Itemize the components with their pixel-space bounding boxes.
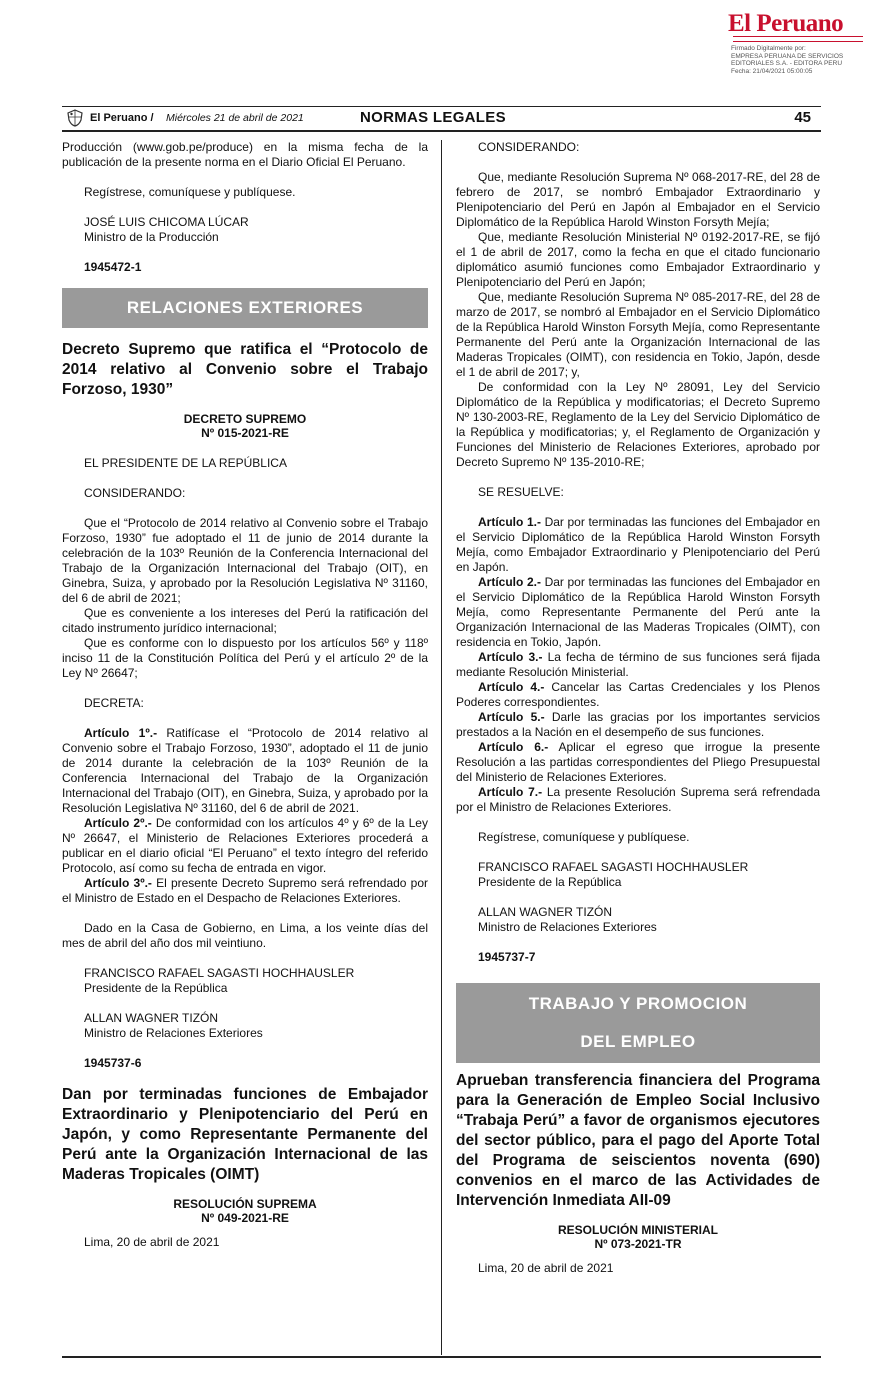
signer-name: ALLAN WAGNER TIZÓN <box>84 1011 219 1025</box>
signer-role: Ministro de Relaciones Exteriores <box>84 1026 263 1040</box>
article-label: Artículo 3º.- <box>84 876 152 890</box>
resolution-title: Dan por terminadas funciones de Embajador Extraordinario y Plenipotenciario del Perú en Japón, y como Representante Permanente del Perú ante la Organización Internacional de las Maderas Tropicales (OIMT) <box>62 1086 428 1183</box>
considerando-paragraph: Que el “Protocolo de 2014 relativo al Convenio sobre el Trabajo Forzoso, 1930” fue adoptado el 11 de junio de 2014 durante la celebración de la 103º Reunión de la Conferencia Internacional del Trabajo de la Organización Internacional del Trabajo (OIT), en Ginebra, Suiza, y aprobado por la Resolución Legislativa Nº 31160, del 6 de abril de 2021; <box>62 516 428 605</box>
digital-signature-note: Firmado Digitalmente por: EMPRESA PERUANA DE SERVICIOS EDITORIALES S.A. - EDITORA PERU Fecha: 21/04/2021 05:00:05 <box>731 45 844 75</box>
article-label: Artículo 3.- <box>478 650 543 664</box>
right-column <box>456 140 820 1276</box>
publication-code: 1945472-1 <box>84 260 142 274</box>
article-6 <box>456 740 820 785</box>
article-label: Artículo 2º.- <box>84 816 152 830</box>
page-number: 45 <box>794 109 811 126</box>
doc-number: Nº 015-2021-RE <box>201 426 289 440</box>
article-1 <box>62 726 428 816</box>
doc-number: Nº 049-2021-RE <box>201 1211 289 1225</box>
intro-paragraph: Producción (www.gob.pe/produce) en la misma fecha de la publicación de la presente norma en el Diario Oficial El Peruano. <box>62 140 428 169</box>
signer-role: Presidente de la República <box>84 981 228 995</box>
article-text: Aplicar el egreso que irrogue la presente Resolución a las partidas correspondientes del Pliego Presupuestal del Ministerio de Relaciones Exteriores. <box>456 740 821 784</box>
date-line: Lima, 20 de abril de 2021 <box>478 1261 614 1275</box>
publication-code: 1945737-7 <box>478 950 536 964</box>
column-divider <box>441 140 442 1355</box>
given-paragraph: Dado en la Casa de Gobierno, en Lima, a los veinte días del mes de abril del año dos mil veintiuno. <box>62 921 428 950</box>
el-peruano-logo: El Peruano <box>728 10 844 37</box>
header-section: NORMAS LEGALES <box>360 109 506 126</box>
article-text: La presente Resolución Suprema será refrendada por el Ministro de Relaciones Exteriores. <box>456 785 820 814</box>
transfer-title: Aprueban transferencia financiera del Programa para la Generación de Empleo Social Inclusivo “Trabaja Perú” a favor de organismos ejecutores del sector público, para el pago del Aporte Total del Programa de seiscientos noventa (690) convenios en el marco de las Actividades de Intervención Inmediata AII-09 <box>456 1072 820 1209</box>
doc-number: Nº 073-2021-TR <box>594 1237 682 1251</box>
article-label: Artículo 7.- <box>478 785 543 799</box>
doc-type: RESOLUCIÓN SUPREMA <box>173 1197 317 1211</box>
resuelve-heading: SE RESUELVE: <box>478 485 564 499</box>
article-label: Artículo 4.- <box>478 680 545 694</box>
considerando-heading: CONSIDERANDO: <box>84 486 186 500</box>
considerando-paragraph: De conformidad con la Ley Nº 28091, Ley del Servicio Diplomático de la República y modificatorias; el Decreto Supremo Nº 130-2003-RE, Reglamento de la Ley del Servicio Diplomático de la República y modificatorias; y, el Reglamento de Organización y Funciones del Ministerio de Relaciones Exteriores, aprobado por Decreto Supremo Nº 135-2010-RE; <box>456 380 820 469</box>
article-label: Artículo 1º.- <box>84 726 158 740</box>
register-line: Regístrese, comuníquese y publíquese. <box>478 830 690 844</box>
article-1 <box>456 515 820 575</box>
publication-code: 1945737-6 <box>84 1056 142 1070</box>
doc-type: DECRETO SUPREMO <box>183 412 307 426</box>
considerando-heading: CONSIDERANDO: <box>478 140 580 154</box>
header-top-rule <box>62 106 821 107</box>
banner-line: TRABAJO Y PROMOCION <box>528 994 748 1013</box>
signer-role: Ministro de Relaciones Exteriores <box>478 920 657 934</box>
considerando-paragraph: Que, mediante Resolución Suprema Nº 085-2017-RE, del 28 de marzo de 2017, se nombró al Embajador en el Servicio Diplomático de la República Harold Winston Forsyth Mejía, como Representante Permanente del Perú ante la Organización Internacional de las Maderas Tropicales (OIMT), con residencia en Tokio, Japón, desde el 1 de abril de 2017; y, <box>456 290 820 379</box>
article-label: Artículo 1.- <box>478 515 541 529</box>
signer-role: Presidente de la República <box>478 875 622 889</box>
article-text: De conformidad con los artículos 4º y 6º de la Ley Nº 26647, el Ministerio de Relaciones Exteriores procederá a publicar en el diario oficial “El Peruano” el texto íntegro del referido Protocolo, así como su fecha de entrada en vigor. <box>62 816 428 875</box>
doc-type: RESOLUCIÓN MINISTERIAL <box>557 1223 718 1237</box>
coat-of-arms-icon <box>66 109 84 127</box>
article-text: La fecha de término de sus funciones será fijada mediante Resolución Ministerial. <box>456 650 821 679</box>
header-date: Miércoles 21 de abril de 2021 <box>166 112 304 124</box>
article-2 <box>456 575 820 650</box>
president-line: EL PRESIDENTE DE LA REPÚBLICA <box>84 456 287 470</box>
banner-line: DEL EMPLEO <box>580 1032 696 1051</box>
article-label: Artículo 2.- <box>478 575 541 589</box>
article-text: El presente Decreto Supremo será refrendado por el Ministro de Estado en el Despacho de Relaciones Exteriores. <box>62 876 428 905</box>
header-paper-name: El Peruano / <box>90 112 154 124</box>
considerando-paragraph: Que, mediante Resolución Ministerial Nº 0192-2017-RE, se fijó el 1 de abril de 2017, como la fecha en que el citado funcionario diplomático asumió funciones como Embajador Extraordinario y Plenipotenciario del Perú en Japón; <box>456 230 820 289</box>
article-text: Dar por terminadas las funciones del Embajador en el Servicio Diplomático de la República Harold Winston Forsyth Mejía, como Representante Permanente del Perú ante la Organización Internacional de las Maderas Tropicales (OIMT), con residencia en Tokio, Japón. <box>456 575 820 649</box>
article-text: Dar por terminadas las funciones del Embajador en el Servicio Diplomático de la República Harold Winston Forsyth Mejía, como Embajador Extraordinario y Plenipotenciario del Perú en Japón. <box>456 515 820 574</box>
article-5 <box>456 710 820 740</box>
signer-name: FRANCISCO RAFAEL SAGASTI HOCHHAUSLER <box>84 966 355 980</box>
considerando-paragraph: Que es conforme con lo dispuesto por los artículos 56º y 118º inciso 11 de la Constitución Política del Perú y el artículo 2º de la Ley Nº 26647; <box>62 636 428 680</box>
article-3 <box>62 876 428 906</box>
article-text: Ratifícase el “Protocolo de 2014 relativo al Convenio sobre el Trabajo Forzoso, 1930”, adoptado el 11 de junio de 2014 durante la celebración de la 103º Reunión de la Conferencia Internacional del Trabajo de la Organización Internacional del Trabajo (OIT), en Ginebra, Suiza, y aprobado por la Resolución Legislativa Nº 31160, del 6 de abril de 2021. <box>62 726 428 815</box>
register-line: Regístrese, comuníquese y publíquese. <box>84 185 296 199</box>
considerando-paragraph: Que, mediante Resolución Suprema Nº 068-2017-RE, del 28 de febrero de 2017, se nombró Embajador Extraordinario y Plenipotenciario del Perú en Japón al Embajador en el Servicio Diplomático de la República Harold Winston Forsyth Mejía; <box>456 170 820 229</box>
considerando-paragraph: Que es conveniente a los intereses del Perú la ratificación del citado instrumento jurídico internacional; <box>62 606 428 635</box>
signer-name: FRANCISCO RAFAEL SAGASTI HOCHHAUSLER <box>478 860 749 874</box>
section-banner-relaciones-exteriores: RELACIONES EXTERIORES <box>62 288 428 328</box>
signer-name: JOSÉ LUIS CHICOMA LÚCAR <box>84 215 249 229</box>
article-text: Cancelar las Cartas Credenciales y los Plenos Poderes correspondientes. <box>456 680 820 709</box>
header-bottom-rule <box>62 130 821 132</box>
signer-role: Ministro de la Producción <box>84 230 219 244</box>
left-column <box>62 140 428 1250</box>
page-header <box>62 106 821 134</box>
article-4 <box>456 680 820 710</box>
article-2 <box>62 816 428 876</box>
article-label: Artículo 5.- <box>478 710 545 724</box>
signer-name: ALLAN WAGNER TIZÓN <box>478 905 613 919</box>
article-label: Artículo 6.- <box>478 740 549 754</box>
article-7 <box>456 785 820 815</box>
section-banner-trabajo <box>456 983 820 1063</box>
decreta-heading: DECRETA: <box>84 696 144 710</box>
logo-underline <box>733 36 863 42</box>
article-3 <box>456 650 820 680</box>
decree-title: Decreto Supremo que ratifica el “Protocolo de 2014 relativo al Convenio sobre el Trabajo Forzoso, 1930” <box>62 341 428 398</box>
date-line: Lima, 20 de abril de 2021 <box>84 1235 220 1249</box>
footer-rule <box>62 1356 821 1358</box>
article-text: Darle las gracias por los importantes servicios prestados a la Nación en el desempeño de sus funciones. <box>456 710 820 739</box>
